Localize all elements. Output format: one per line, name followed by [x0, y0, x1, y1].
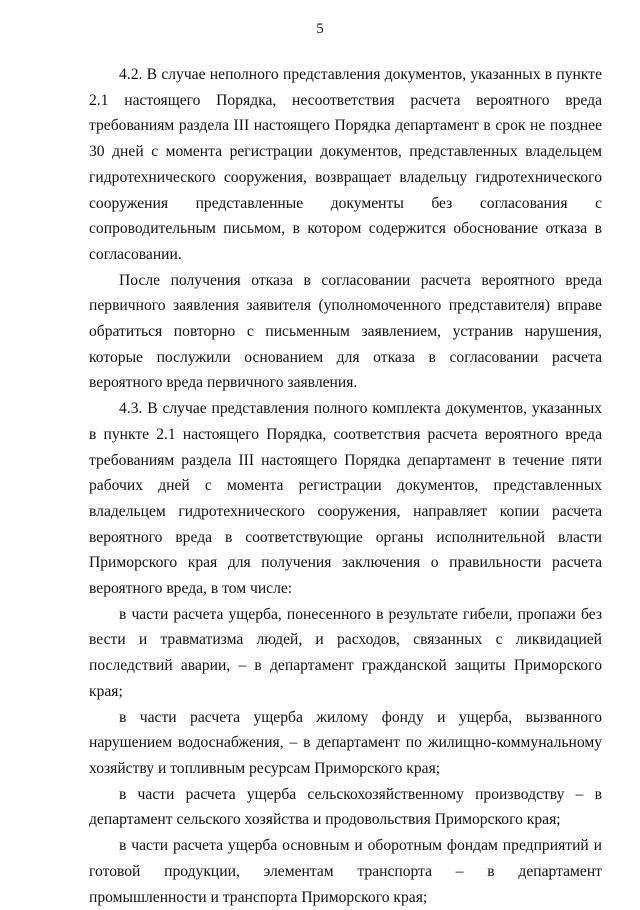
- paragraph-4-3: 4.3. В случае представления полного комплекта документов, указанных в пункте 2.1 настоящего Порядка, соответствия расчета вероятного вреда требованиям раздела III настоящего Порядка департамент в течение пяти рабочих дней с момента регистрации документов, представленных владельцем гидротехнического сооружения, направляет копии расчета вероятного вреда в соответствующие органы исполнительной власти Приморского края для получения заключения о правильности расчета вероятного вреда, в том числе:: [89, 400, 602, 598]
- document-body: [89, 62, 602, 910]
- paragraph-industry-transport: в части расчета ущерба основным и оборотным фондам предприятий и готовой продукции, элементам транспорта – в департамент промышленности и транспорта Приморского края;: [89, 837, 602, 906]
- paragraph-agriculture: в части расчета ущерба сельскохозяйственному производству – в департамент сельского хозяйства и продовольствия Приморского края;: [89, 785, 602, 829]
- paragraph-repeat-application: После получения отказа в согласовании расчета вероятного вреда первичного заявления заявителя (уполномоченного представителя) вправе обратиться повторно с письменным заявлением, устранив нарушения, которые послужили основанием для отказа в согласовании расчета вероятного вреда первичного заявления.: [89, 271, 602, 392]
- page-number: 5: [316, 21, 324, 37]
- paragraph-4-2: 4.2. В случае неполного представления документов, указанных в пункте 2.1 настоящего Порядка, несоответствия расчета вероятного вреда требованиям раздела III настоящего Порядка департамент в срок не позднее 30 дней с момента регистрации документов, представленных владельцем гидротехнического сооружения, возвращает владельцу гидротехнического сооружения представленные документы без согласования с сопроводительным письмом, в котором содержится обоснование отказа в согласовании.: [89, 66, 602, 263]
- paragraph-housing: в части расчета ущерба жилому фонду и ущерба, вызванного нарушением водоснабжения, – в департамент по жилищно-коммунальному хозяйству и топливным ресурсам Приморского края;: [89, 708, 602, 777]
- paragraph-civil-protection: в части расчета ущерба, понесенного в результате гибели, пропажи без вести и травматизма людей, и расходов, связанных с ликвидацией последствий аварии, – в департамент гражданской защиты Приморского края;: [89, 605, 602, 700]
